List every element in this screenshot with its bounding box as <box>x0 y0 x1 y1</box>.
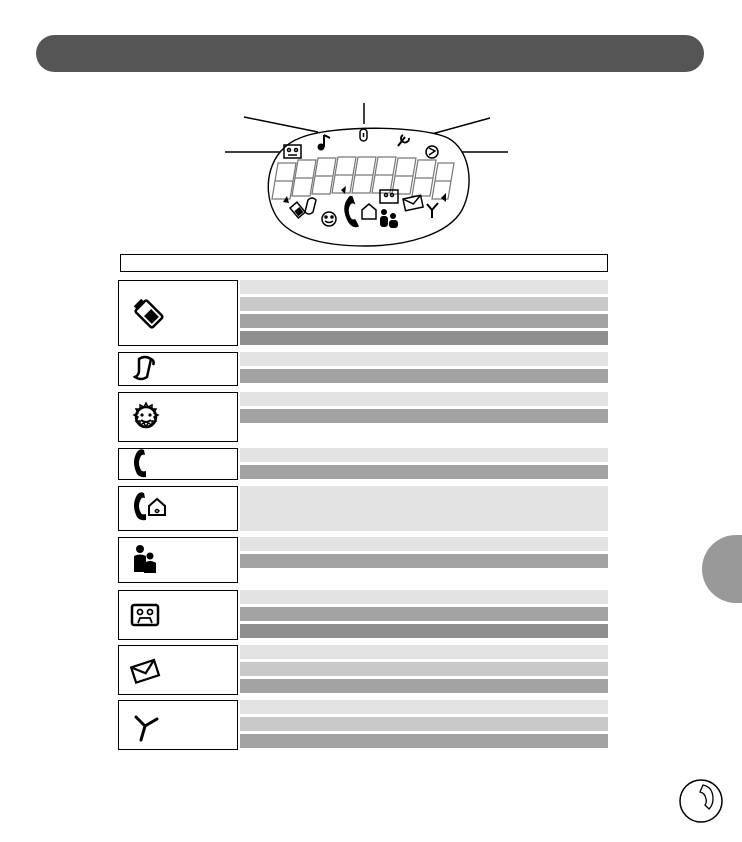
table-row <box>118 537 608 583</box>
table-row <box>118 700 608 750</box>
handset-icon <box>129 449 159 479</box>
icon-cell <box>118 392 238 442</box>
lcd-display-diagram <box>0 0 742 260</box>
smiley-icon <box>129 400 163 434</box>
icon-cell <box>118 590 238 640</box>
icon-cell <box>118 486 238 531</box>
side-chapter-tab <box>702 535 742 603</box>
battery-icon <box>129 294 169 334</box>
scroll-icon <box>129 355 163 385</box>
icon-cell <box>118 352 238 386</box>
table-row <box>118 486 608 531</box>
icon-cell <box>118 700 238 750</box>
table-row <box>118 352 608 386</box>
table-row <box>118 392 608 442</box>
handset-outline-icon <box>677 777 725 825</box>
icon-cell <box>118 645 238 695</box>
table-row <box>118 590 608 640</box>
table-row <box>118 645 608 695</box>
envelope-icon <box>129 656 163 686</box>
icon-cell <box>118 537 238 583</box>
table-caption-box <box>120 254 608 272</box>
icon-cell <box>118 448 238 480</box>
handset-home-icon <box>129 490 169 524</box>
icon-cell <box>118 280 238 346</box>
people-icon <box>129 543 163 577</box>
cassette-icon <box>129 601 163 631</box>
table-row <box>118 280 608 346</box>
antenna-icon <box>129 709 163 743</box>
table-row <box>118 448 608 480</box>
